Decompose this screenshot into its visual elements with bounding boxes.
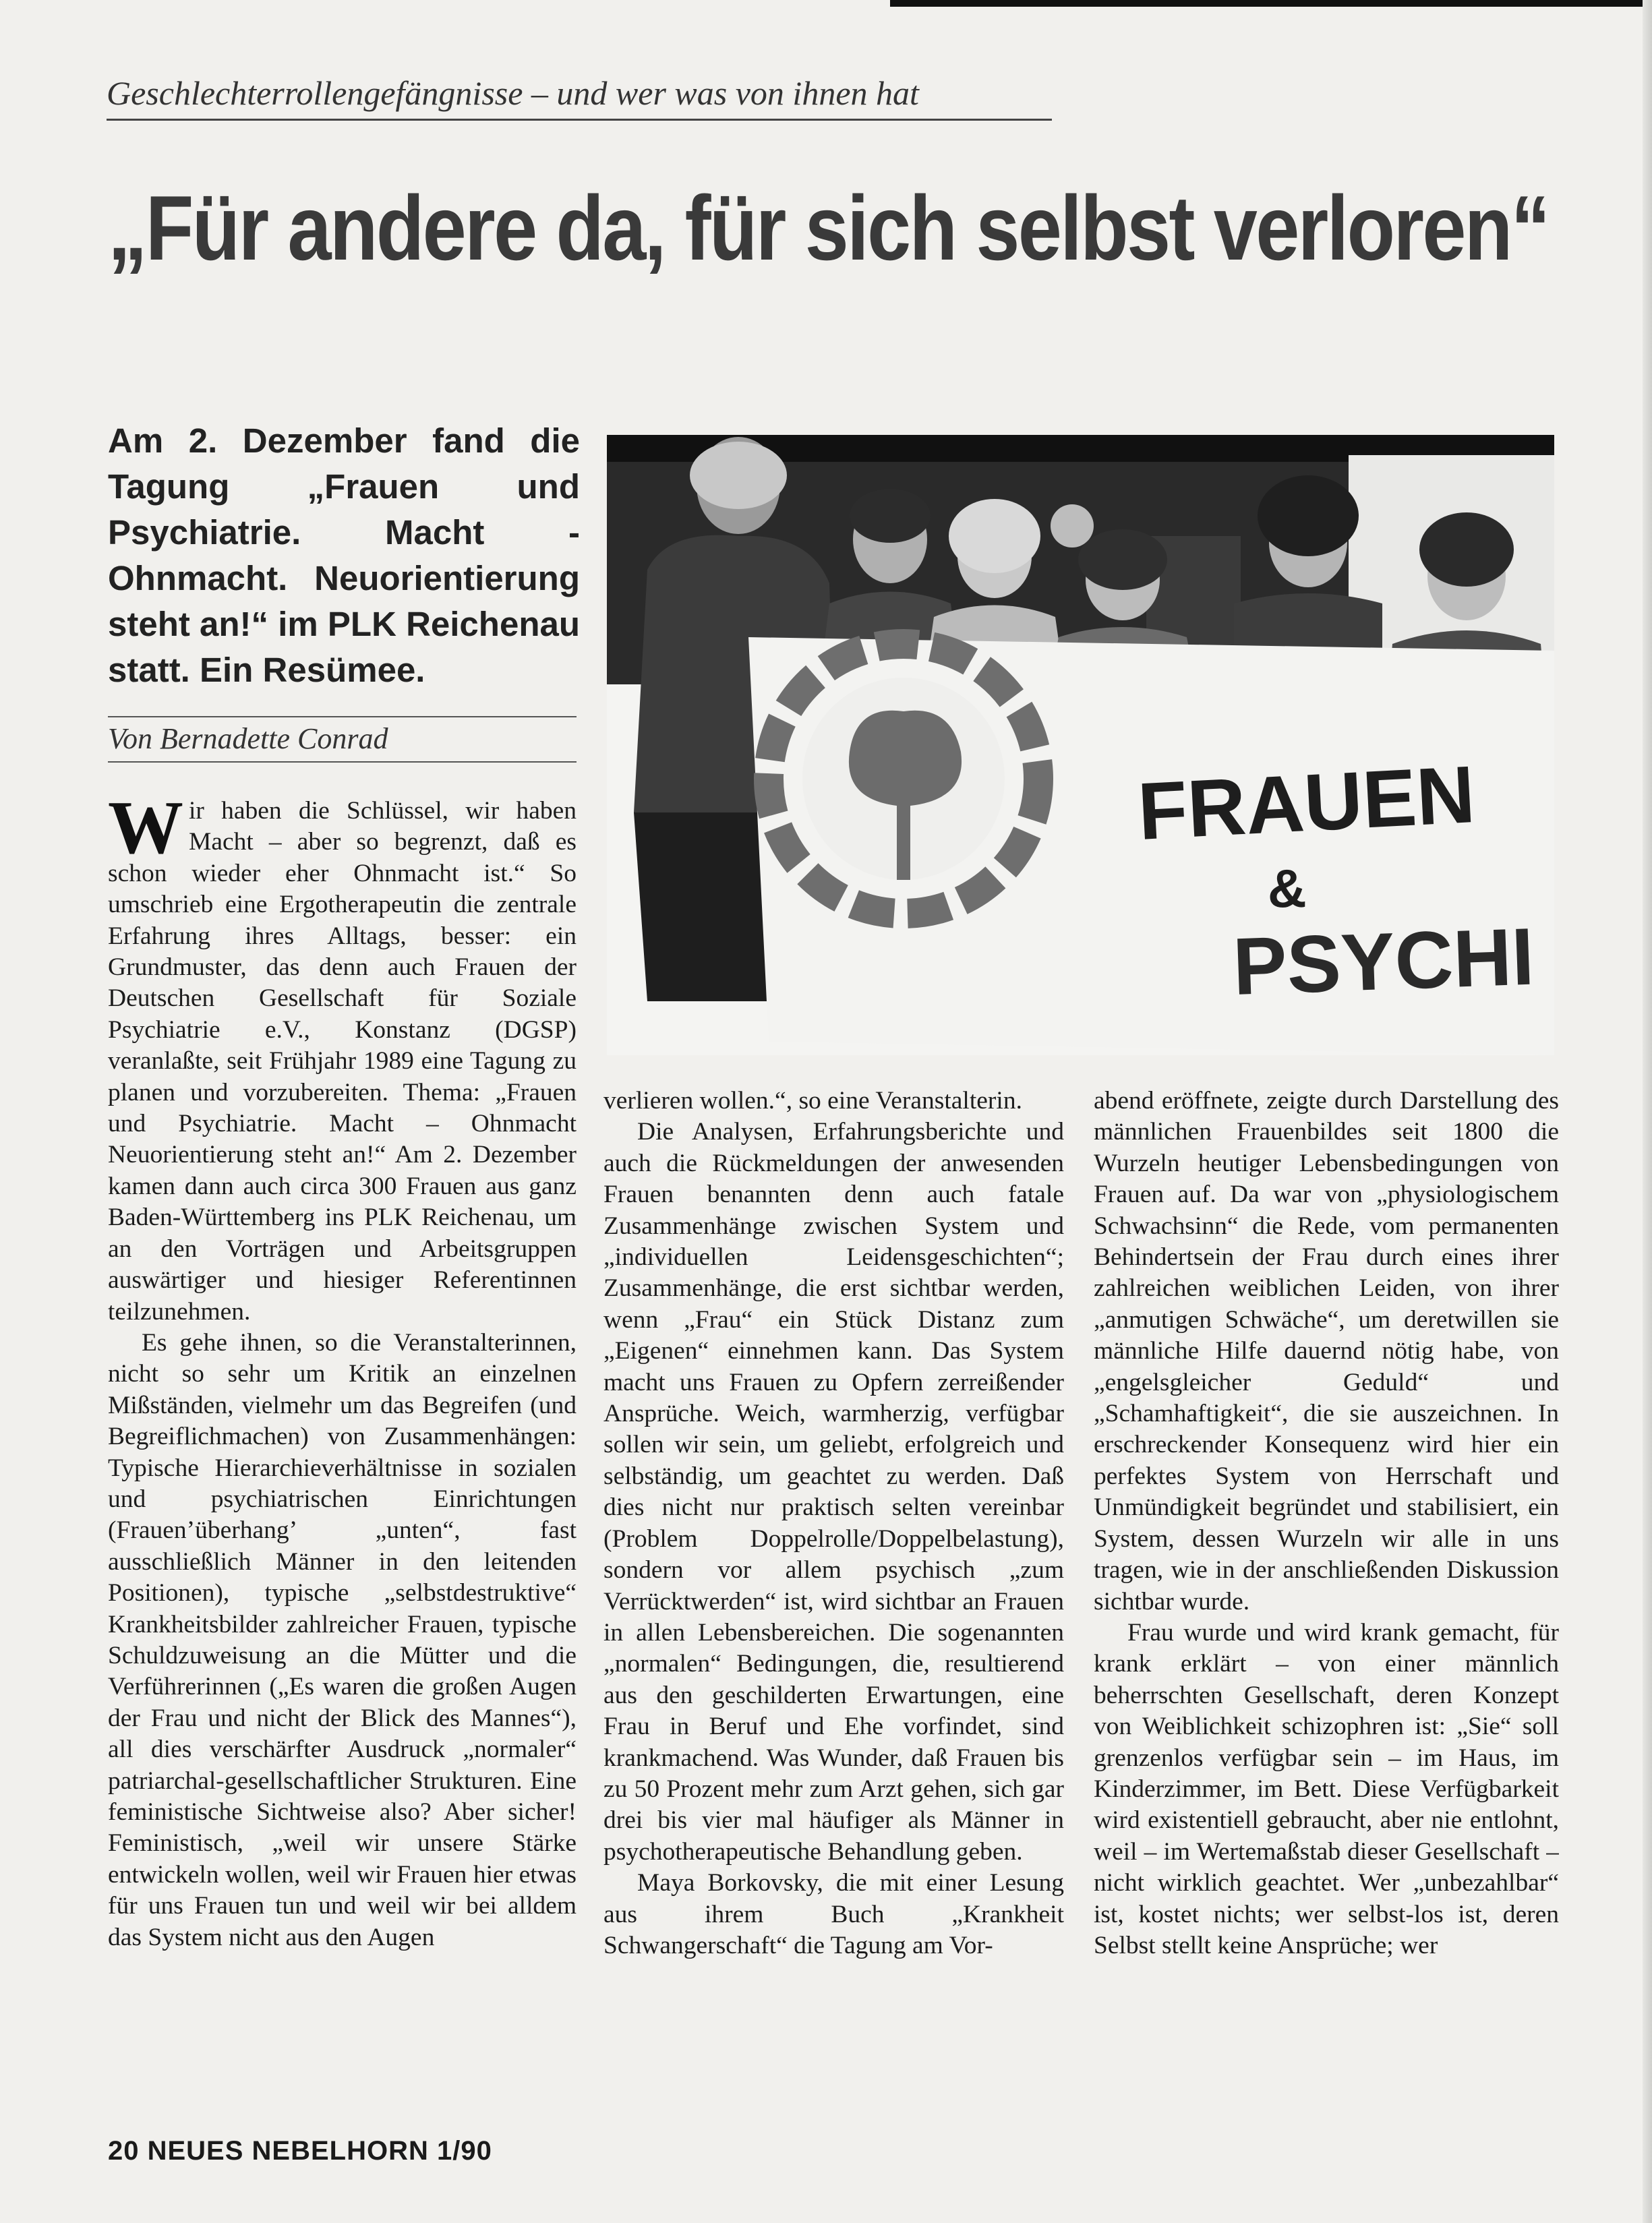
article-column-1 xyxy=(108,796,577,2063)
page-footer: 20 NEUES NEBELHORN 1/90 xyxy=(108,2136,492,2166)
headline: „Für andere da, für sich selbst verloren“ xyxy=(108,177,1549,279)
kicker-line: Geschlechterrollengefängnisse – und wer was von ihnen hat xyxy=(107,73,1052,121)
banner-text-line1: FRAUEN xyxy=(1135,748,1477,857)
byline: Von Bernadette Conrad xyxy=(108,721,577,763)
paragraph: Es gehe ihnen, so die Veranstalterinnen, nicht so sehr um Kritik an einzelnen Mißständen, vielmehr um das Begreifen (und Begreiflichmachen) von Zusammenhängen: Typische Hierarchieverhältnisse in sozialen und psychiatrischen Einrichtungen (Frauen’überhang’ „unten“, fast ausschließlich Männer in den leitenden Positionen), typische „selbstdestruktive“ Krankheitsbilder zahlreicher Frauen, typische Schuldzuweisung an die Mütter und die Verführerinnen („Es waren die großen Augen der Frau und nicht der Blick des Mannes“), all dies verschärfter Ausdruck „normaler“ patriarchal-gesellschaftlicher Strukturen. Eine feministische Sichtweise also? Aber sicher! Feministisch, „weil wir unsere Stärke entwickeln wollen, weil wir Frauen hier etwas für uns Frauen tun und weil wir bei alldem das System nicht aus den Augen xyxy=(108,1328,577,1951)
page-edge-top xyxy=(890,0,1652,7)
paragraph: Maya Borkovsky, die mit einer Lesung aus ihrem Buch „Krankheit Schwangerschaft“ die Tagung am Vor- xyxy=(603,1869,1064,1959)
page-edge-right xyxy=(1643,0,1652,2223)
article-column-2 xyxy=(603,1086,1064,2063)
group-photo xyxy=(607,435,1554,1055)
paragraph xyxy=(108,796,577,1328)
article-column-3 xyxy=(1094,1086,1559,2063)
paragraph: abend eröffnete, zeigte durch Darstellung des männlichen Frauenbildes seit 1800 die Wurzeln heutiger Lebensbedingungen von Frauen auf. Da war von „physiologischem Schwachsinn“ die Rede, vom permanenten Behindertsein der Frau durch eines ihrer zahlreichen weiblichen Leiden, von ihrer „anmutigen Schwäche“, um deretwillen sie männliche Hilfe dauernd nötig habe, von „engelsgleicher Geduld“ und „Schamhaftigkeit“, die sie auszeichnen. In erschreckender Konsequenz wird hier ein perfektes System von Herrschaft und Unmündigkeit begründet und stabilisiert, ein System, dessen Wurzeln wir alle in uns tragen, wie in der anschließenden Diskussion sichtbar wurde. xyxy=(1094,1087,1559,1616)
banner-text-line2: & xyxy=(1268,858,1307,918)
dropcap: W xyxy=(108,796,183,870)
paragraph: verlieren wollen.“, so eine Veranstalterin. xyxy=(603,1087,1022,1115)
paragraph: Die Analysen, Erfahrungsberichte und auch die Rückmeldungen der anwesenden Frauen benannten denn auch fatale Zusammenhänge zwischen System und „individuellen Leidensgeschichten“; Zusammenhänge, die erst sichtbar werden, wenn „Frau“ ein Stück Distanz zum „Eigenen“ einnehmen kann. Das System macht uns Frauen zu Opfern zerreißender Ansprüche. Weich, warmherzig, verfügbar sollen wir sein, um geliebt, erfolgreich und selbständig, um geachtet zu werden. Daß dies nicht nur praktisch selten vereinbar (Problem Doppelrolle/Doppelbelastung), sondern vor allem psychisch „zum Verrücktwerden“ ist, wird sichtbar an Frauen in allen Lebensbereichen. Die sogenannten „normalen“ Bedingungen, die, resultierend aus den geschilderten Erwartungen, eine Frau in Beruf und Ehe vorfindet, sind krankmachend. Was Wunder, daß Frauen bis zu 50 Prozent mehr zum Arzt gehen, sich gar drei bis vier mal häufiger als Männer in psychotherapeutische Behandlung geben. xyxy=(603,1118,1064,1866)
byline-rule xyxy=(108,716,577,717)
paragraph-text: ir haben die Schlüssel, wir haben Macht – aber so begrenzt, daß es schon wieder eher Ohnmacht ist.“ So umschrieb eine Ergotherapeutin die zentrale Erfahrung ihres Alltags, besser: ein Grundmuster, das denn auch Frauen der Deutschen Gesellschaft für Soziale Psychiatrie e.V., Konstanz (DGSP) veranlaßte, seit Frühjahr 1989 eine Tagung zu planen und vorzubereiten. Thema: „Frauen und Psychiatrie. Macht – Ohnmacht Neuorientierung steht an!“ Am 2. Dezember kamen dann auch circa 300 Frauen aus ganz Baden-Württemberg ins PLK Reichenau, um an den Vorträgen und Arbeitsgruppen auswärtiger und hiesiger Referentinnen teilzunehmen. xyxy=(108,797,577,1326)
banner-text-line3: PSYCHI xyxy=(1231,911,1536,1012)
lead-paragraph: Am 2. Dezember fand die Tagung „Frauen und Psychiatrie. Macht - Ohnmacht. Neuorientierung steht an!“ im PLK Reichenau statt. Ein Resümee. xyxy=(108,421,580,689)
paragraph: Frau wurde und wird krank gemacht, für krank erklärt – von einer männlich beherrschten Gesellschaft, deren Konzept von Weiblichkeit schizophren ist: „Sie“ soll grenzenlos verfügbar sein – im Haus, im Kinderzimmer, im Bett. Diese Verfügbarkeit wird existentiell gebraucht, aber nie entlohnt, weil – im Wertemaßstab dieser Gesellschaft – nicht wirklich geachtet. Wer „unbezahlbar“ ist, kostet nichts; wer selbst-los ist, deren Selbst stellt keine Ansprüche; wer xyxy=(1094,1618,1559,1959)
lamp xyxy=(1051,504,1094,547)
